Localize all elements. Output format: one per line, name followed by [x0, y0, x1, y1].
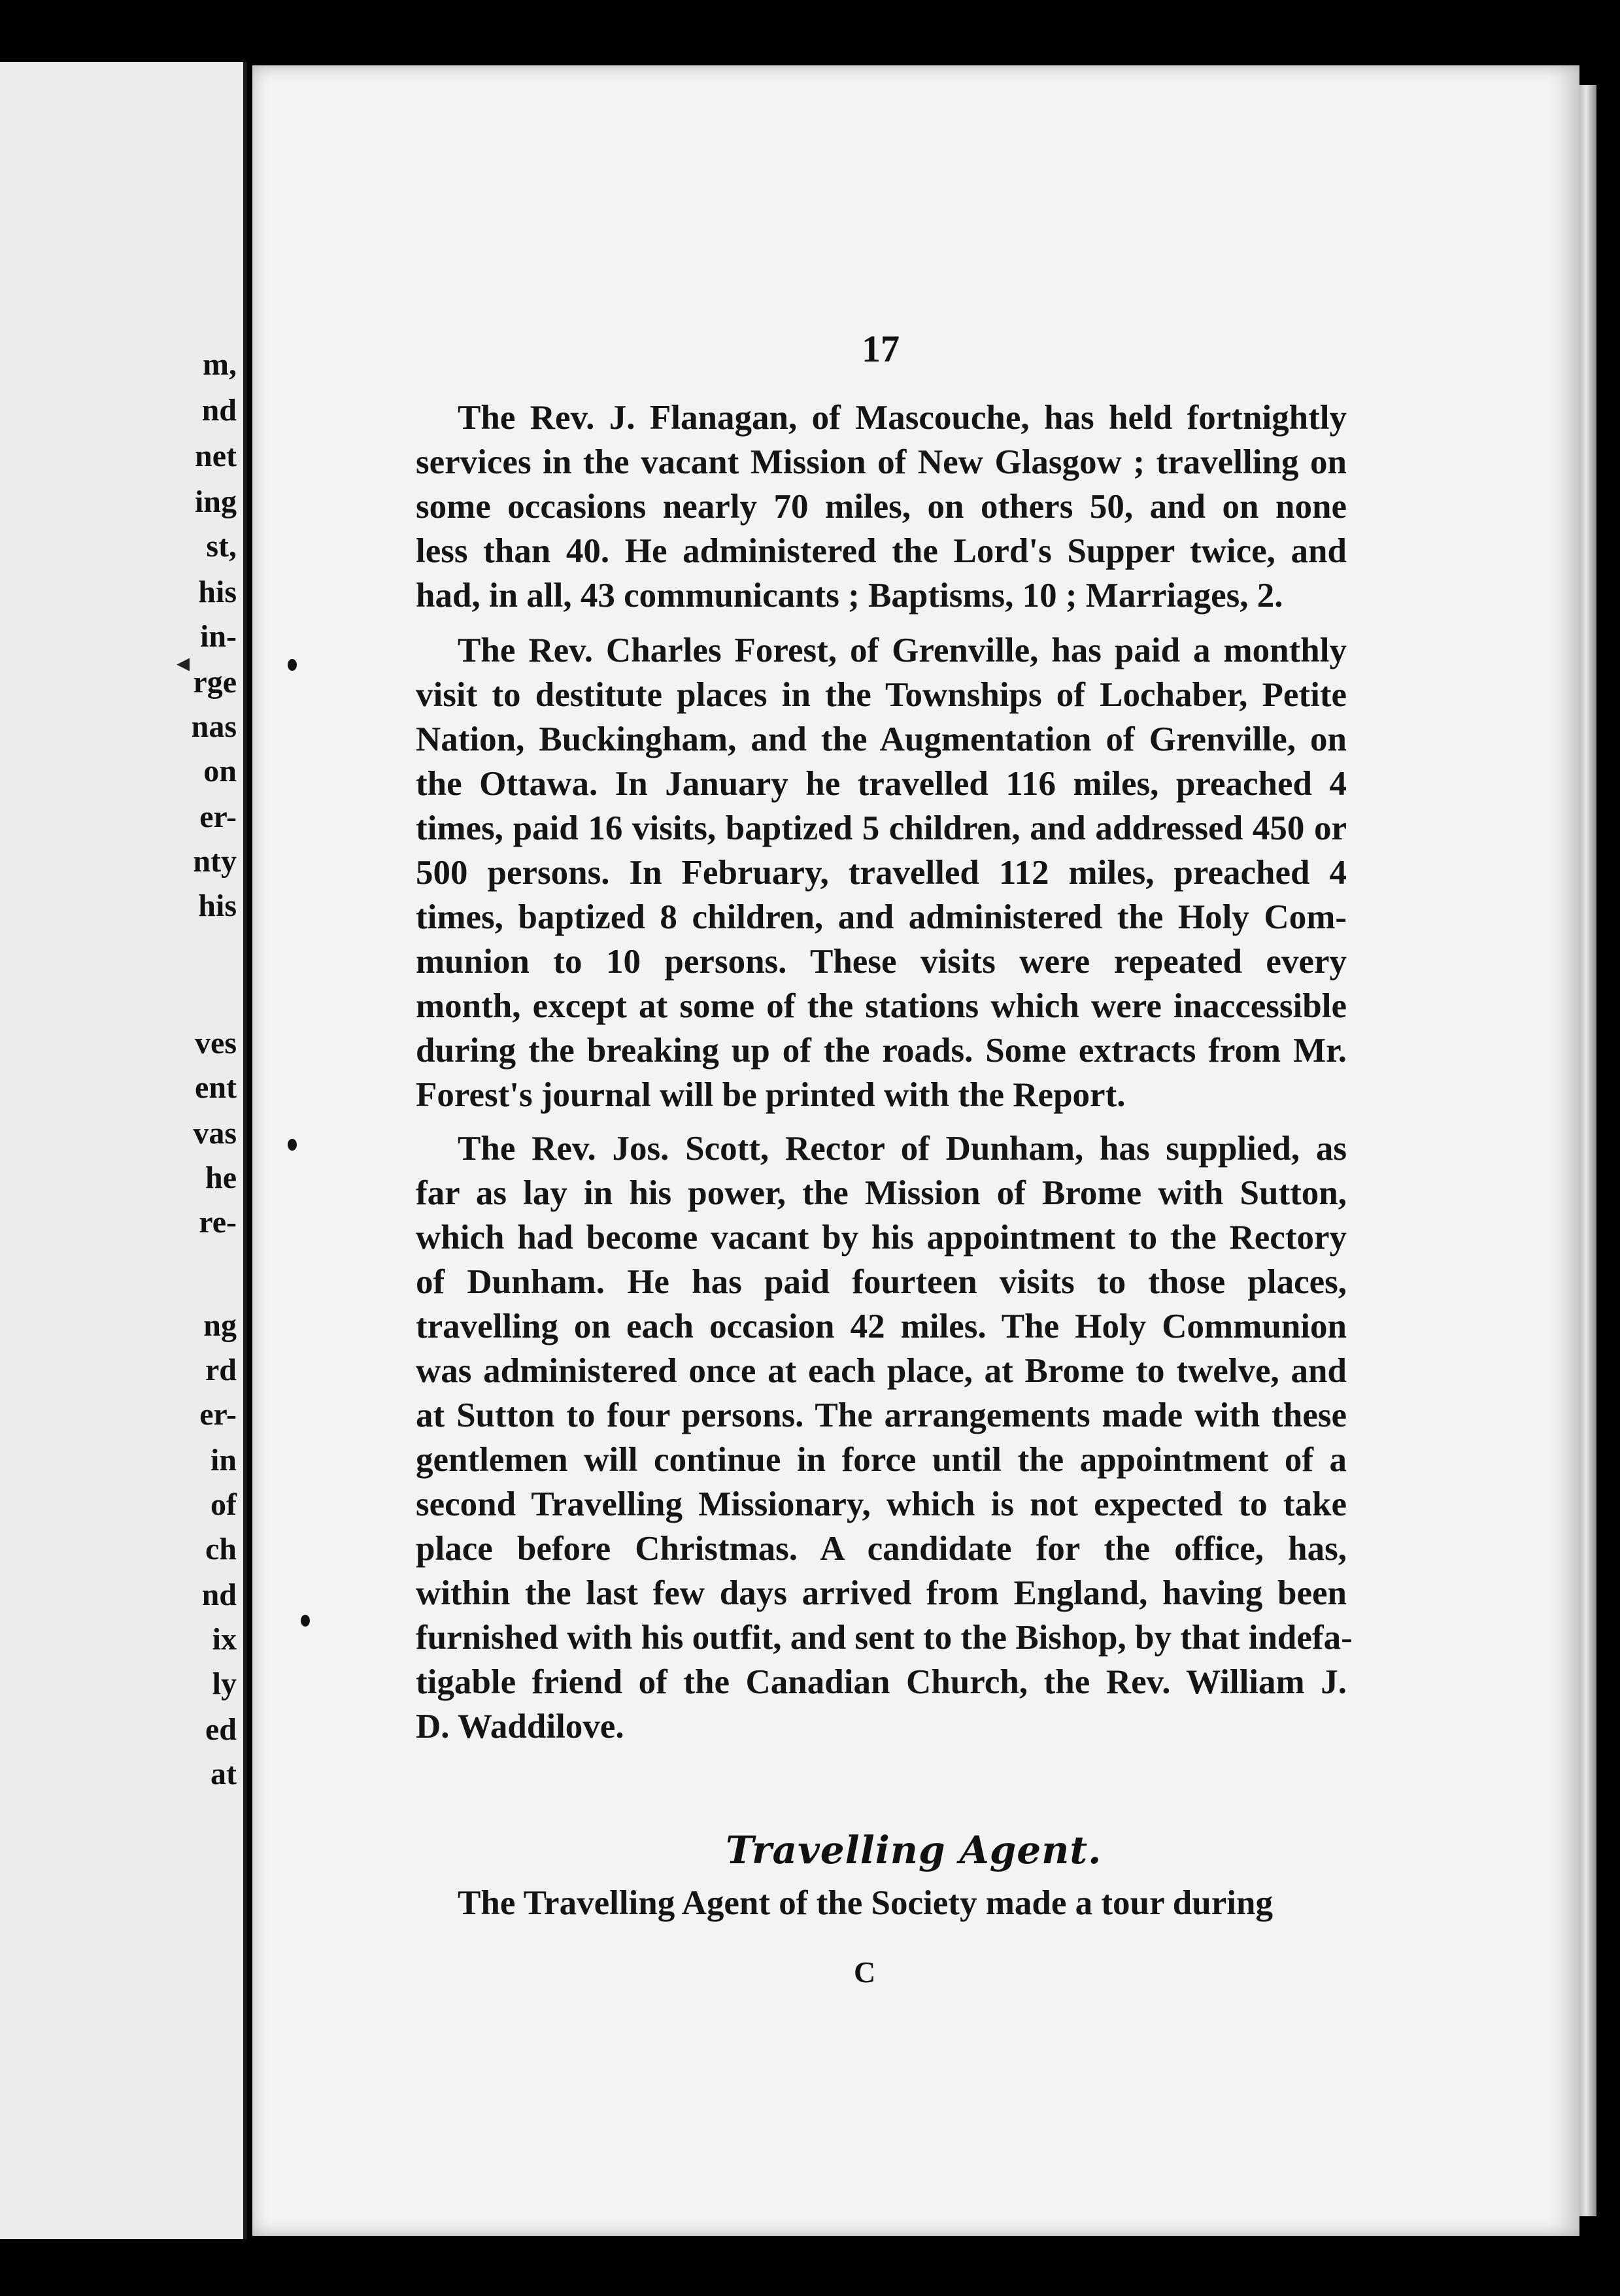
text-line: within the last few days arrived from England, having been: [416, 1574, 1347, 1612]
binding-hole: [288, 659, 297, 671]
text-line: of Dunham. He has paid fourteen visits to those places,: [416, 1263, 1347, 1301]
text-line: place before Christmas. A candidate for the office, has,: [416, 1530, 1347, 1568]
text-line: had, in all, 43 communicants ; Baptisms, 10 ; Marriages, 2.: [416, 577, 1283, 615]
text-line: tigable friend of the Canadian Church, the Rev. William J.: [416, 1663, 1347, 1701]
left-page-fragment: vas: [193, 1116, 237, 1151]
left-page-fragment: of: [211, 1487, 237, 1522]
left-page-fragment: ed: [205, 1712, 237, 1747]
text-line: munion to 10 persons. These visits were repeated every: [416, 943, 1347, 981]
text-line: at Sutton to four persons. The arrangements made with these: [416, 1396, 1347, 1434]
left-page-fragment: ng: [203, 1308, 237, 1343]
left-page-fragment: nty: [193, 844, 237, 879]
left-page-fragment: m,: [203, 347, 237, 382]
left-page-fragment: ly: [212, 1666, 237, 1701]
left-page-fragment: ves: [195, 1026, 237, 1060]
text-line: less than 40. He administered the Lord's Supper twice, and: [416, 532, 1347, 570]
text-line: month, except at some of the stations which were inaccessible: [416, 987, 1347, 1025]
left-page-fragment: his: [198, 575, 237, 609]
left-page-fragment: rd: [205, 1353, 237, 1387]
left-page-edge: [0, 62, 247, 2239]
left-page-fragment: in-: [199, 619, 237, 654]
text-line: times, paid 16 visits, baptized 5 children, and addressed 450 or: [416, 809, 1347, 847]
text-line: some occasions nearly 70 miles, on others 50, and on none: [416, 488, 1347, 526]
text-line: gentlemen will continue in force until the appointment of a: [416, 1441, 1347, 1479]
text-line: which had become vacant by his appointment to the Rectory: [416, 1219, 1347, 1257]
left-page-fragment: ent: [195, 1070, 237, 1105]
text-line: The Rev. Charles Forest, of Grenville, has paid a monthly: [458, 632, 1347, 669]
left-page-fragment: ch: [205, 1532, 237, 1566]
text-line: travelling on each occasion 42 miles. The Holy Communion: [416, 1308, 1347, 1345]
text-line: times, baptized 8 children, and administered the Holy Com-: [416, 898, 1347, 936]
left-page-fragment: nas: [191, 709, 237, 744]
left-page-fragment: net: [195, 439, 237, 473]
left-page-fragment: nd: [201, 393, 237, 428]
left-page-fragment: er-: [199, 800, 237, 834]
text-line: 500 persons. In February, travelled 112 miles, preached 4: [416, 854, 1347, 892]
left-page-fragment: he: [205, 1160, 237, 1195]
binding-hole: [301, 1615, 310, 1627]
left-page-fragment: st,: [206, 529, 237, 564]
page-edge-shadow: [1579, 85, 1596, 2216]
text-line: The Rev. J. Flanagan, of Mascouche, has held fortnightly: [458, 399, 1347, 437]
text-line: during the breaking up of the roads. Some extracts from Mr.: [416, 1032, 1347, 1070]
left-page-fragment: nd: [201, 1578, 237, 1612]
text-line: Forest's journal will be printed with the Report.: [416, 1076, 1126, 1114]
section-heading: Travelling Agent.: [726, 1828, 1102, 1872]
text-line: second Travelling Missionary, which is not expected to take: [416, 1485, 1347, 1523]
text-line: was administered once at each place, at Brome to twelve, and: [416, 1352, 1347, 1390]
text-line: Nation, Buckingham, and the Augmentation of Grenville, on: [416, 720, 1347, 758]
left-page-fragment: his: [198, 888, 237, 923]
text-line: the Ottawa. In January he travelled 116 miles, preached 4: [416, 765, 1347, 803]
margin-mark: ◂: [177, 648, 190, 677]
left-page-fragment: ix: [212, 1622, 237, 1657]
text-line: visit to destitute places in the Townships of Lochaber, Petite: [416, 676, 1347, 714]
left-page-fragment: in: [210, 1443, 237, 1477]
left-page-fragment: er-: [199, 1397, 237, 1432]
text-line: services in the vacant Mission of New Glasgow ; travelling on: [416, 443, 1347, 481]
text-line: far as lay in his power, the Mission of Brome with Sutton,: [416, 1174, 1347, 1212]
page-number: 17: [862, 328, 900, 370]
left-page-fragment: on: [203, 754, 237, 788]
left-page-fragment: rge: [193, 665, 237, 700]
text-line: D. Waddilove.: [416, 1708, 624, 1746]
text-line: The Travelling Agent of the Society made a tour during: [458, 1884, 1273, 1922]
left-page-fragment: re-: [199, 1205, 237, 1240]
binding-hole: [288, 1139, 297, 1151]
left-page-fragment: ing: [194, 484, 237, 519]
left-page-fragment: at: [211, 1757, 237, 1791]
text-line: furnished with his outfit, and sent to the Bishop, by that indefa-: [416, 1619, 1353, 1657]
signature-mark: C: [854, 1955, 876, 1989]
text-line: The Rev. Jos. Scott, Rector of Dunham, has supplied, as: [458, 1130, 1347, 1168]
